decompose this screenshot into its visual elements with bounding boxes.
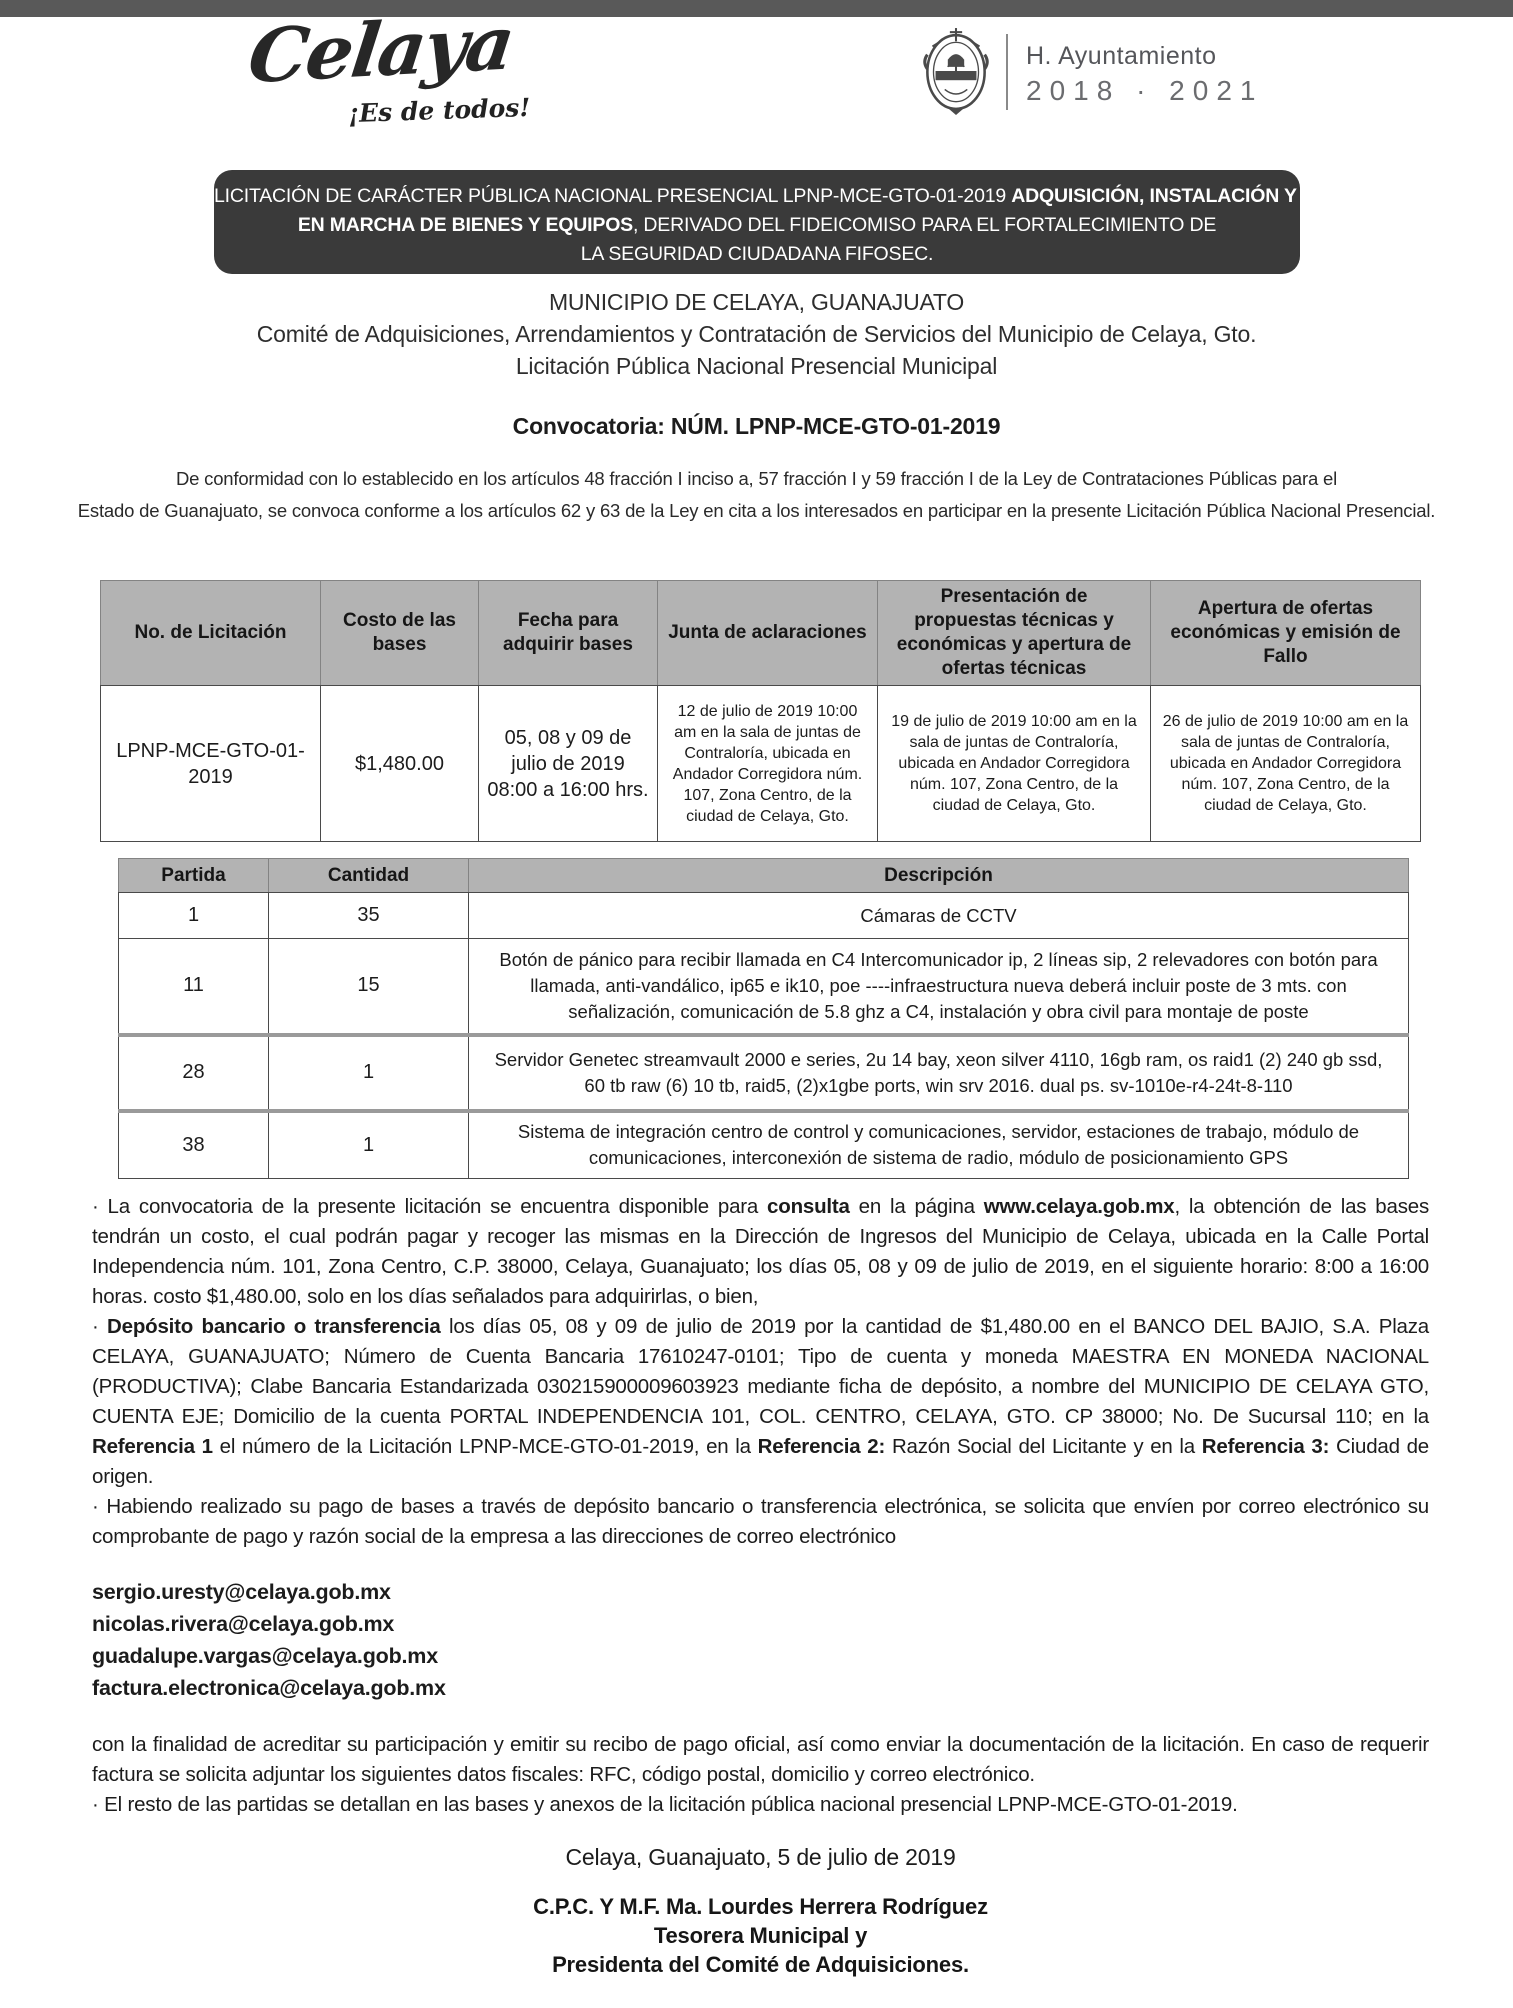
schedule-header-fecha: Fecha para adquirir bases bbox=[479, 581, 658, 686]
schedule-header-costo: Costo de las bases bbox=[321, 581, 479, 686]
paragraph-finalidad: con la finalidad de acreditar su participación y emitir su recibo de pago oficial, así como enviar la documentación de la licitación. En caso de requerir factura se solicita adjuntar los siguientes datos fiscales: RFC, código postal, domicilio y correo electrónico. bbox=[92, 1733, 1429, 1786]
cell-partida: 1 bbox=[119, 893, 269, 939]
ayuntamiento-label: H. Ayuntamiento bbox=[1026, 42, 1217, 70]
cell-no-licitacion: LPNP-MCE-GTO-01-2019 bbox=[101, 686, 321, 842]
convocatoria-heading: Convocatoria: NÚM. LPNP-MCE-GTO-01-2019 bbox=[512, 413, 1001, 439]
email-address-2: nicolas.rivera@celaya.gob.mx bbox=[92, 1612, 395, 1636]
cell-cantidad: 15 bbox=[269, 939, 469, 1035]
top-bar bbox=[0, 0, 1513, 17]
cell-apertura: 26 de julio de 2019 10:00 am en la sala de juntas de Contraloría, ubicada en Andador Corregidora núm. 107, Zona Centro, de la ciudad de Celaya, Gto. bbox=[1151, 686, 1421, 842]
schedule-header-row bbox=[101, 581, 1421, 686]
signature-block bbox=[92, 1892, 1429, 1979]
cell-descripcion: Servidor Genetec streamvault 2000 e series, 2u 14 bay, xeon silver 4110, 16gb ram, os raid1 (2) 240 gb ssd, 60 tb raw (6) 10 tb, raid5, (2)x1gbe ports, win srv 2016. dual ps. sv-1010e-r4-24t-8-110 bbox=[469, 1035, 1409, 1111]
schedule-header-presentacion: Presentación de propuestas técnicas y económicas y apertura de ofertas técnicas bbox=[878, 581, 1151, 686]
ayuntamiento-years: 2018 · 2021 bbox=[1026, 75, 1264, 106]
banner-line-2: EN MARCHA DE BIENES Y EQUIPOS, DERIVADO DEL FIDEICOMISO PARA EL FORTALECIMIENTO DE bbox=[297, 214, 1217, 236]
cell-presentacion: 19 de julio de 2019 10:00 am en la sala de juntas de Contraloría, ubicada en Andador Corregidora núm. 107, Zona Centro, de la ciudad de Celaya, Gto. bbox=[878, 686, 1151, 842]
items-header-cantidad: Cantidad bbox=[269, 859, 469, 893]
schedule-header-no-licitacion: No. de Licitación bbox=[101, 581, 321, 686]
signatory-title-1: Tesorera Municipal y bbox=[653, 1923, 868, 1948]
cell-partida: 11 bbox=[119, 939, 269, 1035]
paragraph-deposito: · Depósito bancario o transferencia los días 05, 08 y 09 de julio de 2019 por la cantidad de $1,480.00 en el BANCO DEL BAJIO, S.A. Plaza CELAYA, GUANAJUATO; Número de Cuenta Bancaria 17610247-0101; Tipo de cuenta y moneda MAESTRA EN MONEDA NACIONAL (PRODUCTIVA); Clabe Bancaria Estandarizada 030215900009603923 mediante ficha de depósito, a nombre del MUNICIPIO DE CELAYA GTO, CUENTA EJE; Domicilio de la cuenta PORTAL INDEPENDENCIA 101, COL. CENTRO, CELAYA, GTO. CP 38000; No. De Sucursal 110; en la Referencia 1 el número de la Licitación LPNP-MCE-GTO-01-2019, en la Referencia 2: Razón Social del Licitante y en la Referencia 3: Ciudad de origen. bbox=[92, 1315, 1430, 1488]
intro-line-2: Estado de Guanajuato, se convoca conforme a los artículos 62 y 63 de la Ley en cita a los interesados en participar en la presente Licitación Pública Nacional Presencial. bbox=[77, 500, 1436, 521]
cell-partida: 38 bbox=[119, 1111, 269, 1179]
cell-junta: 12 de julio de 2019 10:00 am en la sala de juntas de Contraloría, ubicada en Andador Corregidora núm. 107, Zona Centro, de la ciudad de Celaya, Gto. bbox=[658, 686, 878, 842]
email-list bbox=[92, 1576, 1429, 1704]
schedule-header-junta: Junta de aclaraciones bbox=[658, 581, 878, 686]
paragraph-consulta: · La convocatoria de la presente licitación se encuentra disponible para consulta en la página www.celaya.gob.mx, la obtención de las bases tendrán un costo, el cual podrán pagar y recoger las mismas en la Dirección de Ingresos del Municipio de Celaya, ubicada en la Calle Portal Independencia núm. 101, Zona Centro, C.P. 38000, Celaya, Guanajuato; los días 05, 08 y 09 de julio de 2019, en el siguiente horario: 8:00 a 16:00 horas. costo $1,480.00, solo en los días señalados para adquirirlas, o bien, bbox=[92, 1195, 1429, 1308]
paragraph-pago-correo: · Habiendo realizado su pago de bases a través de depósito bancario o transferencia electrónica, se solicita que envíen por correo electrónico su comprobante de pago y razón social de la empresa a las direcciones de correo electrónico bbox=[92, 1495, 1429, 1548]
banner-line-3: LA SEGURIDAD CIUDADANA FIFOSEC. bbox=[580, 243, 934, 265]
schedule-header-apertura: Apertura de ofertas económicas y emisión de Fallo bbox=[1151, 581, 1421, 686]
intro-paragraph bbox=[0, 463, 1513, 527]
schedule-table bbox=[100, 580, 1421, 842]
email-address-1: sergio.uresty@celaya.gob.mx bbox=[92, 1580, 391, 1604]
signatory-title-2: Presidenta del Comité de Adquisiciones. bbox=[552, 1952, 969, 1977]
items-row-4 bbox=[119, 1111, 1409, 1179]
paragraph-resto-partidas: · El resto de las partidas se detallan en las bases y anexos de la licitación pública nacional presencial LPNP-MCE-GTO-01-2019. bbox=[92, 1793, 1238, 1816]
cell-cantidad: 1 bbox=[269, 1035, 469, 1111]
intro-line-1: De conformidad con lo establecido en los artículos 48 fracción I inciso a, 57 fracción I y 59 fracción I de la Ley de Contrataciones Públicas para el bbox=[175, 468, 1338, 489]
cell-fecha: 05, 08 y 09 de julio de 2019 08:00 a 16:00 hrs. bbox=[479, 686, 658, 842]
cell-descripcion: Sistema de integración centro de control y comunicaciones, servidor, estaciones de trabajo, módulo de comunicaciones, interconexión de sistema de radio, módulo de posicionamiento GPS bbox=[469, 1111, 1409, 1179]
licitacion-title-banner bbox=[214, 170, 1379, 274]
items-header-descripcion: Descripción bbox=[469, 859, 1409, 893]
cell-descripcion: Botón de pánico para recibir llamada en C4 Intercomunicador ip, 2 líneas sip, 2 relevadores con botón para llamada, anti-vandálico, ip65 e ik10, poe ----infraestructura nueva deberá incluir poste de 3 mts. con señalización, comunicación de 5.8 ghz a C4, instalación y obra civil para montaje de poste bbox=[469, 939, 1409, 1035]
dateline: Celaya, Guanajuato, 5 de julio de 2019 bbox=[565, 1844, 956, 1870]
celaya-logo-tagline: ¡Es de todos! bbox=[347, 92, 531, 129]
items-header-row bbox=[119, 859, 1409, 893]
banner-line-1: LICITACIÓN DE CARÁCTER PÚBLICA NACIONAL PRESENCIAL LPNP-MCE-GTO-01-2019 ADQUISICIÓN, INSTALACIÓN Y PUESTA bbox=[214, 185, 1379, 207]
items-row-3 bbox=[119, 1035, 1409, 1111]
comite-heading: Comité de Adquisiciones, Arrendamientos y Contratación de Servicios del Municipio de Celaya, Gto. bbox=[256, 321, 1257, 347]
signatory-name: C.P.C. Y M.F. Ma. Lourdes Herrera Rodríguez bbox=[533, 1894, 988, 1919]
cell-cantidad: 1 bbox=[269, 1111, 469, 1179]
municipio-heading: MUNICIPIO DE CELAYA, GUANAJUATO bbox=[548, 289, 965, 315]
ayuntamiento-block bbox=[1026, 42, 1263, 107]
celaya-logo: Celaya bbox=[243, 0, 518, 101]
items-row-2 bbox=[119, 939, 1409, 1035]
items-row-1 bbox=[119, 893, 1409, 939]
schedule-data-row bbox=[101, 686, 1421, 842]
items-header-partida: Partida bbox=[119, 859, 269, 893]
licitacion-heading: Licitación Pública Nacional Presencial Municipal bbox=[515, 353, 998, 379]
celaya-seal-icon bbox=[920, 26, 992, 116]
cell-cantidad: 35 bbox=[269, 893, 469, 939]
email-address-4: factura.electronica@celaya.gob.mx bbox=[92, 1676, 446, 1700]
body-text bbox=[92, 1192, 1429, 1979]
cell-partida: 28 bbox=[119, 1035, 269, 1111]
items-table bbox=[118, 858, 1409, 1179]
header-divider bbox=[1006, 34, 1008, 110]
cell-costo: $1,480.00 bbox=[321, 686, 479, 842]
cell-descripcion: Cámaras de CCTV bbox=[469, 893, 1409, 939]
email-address-3: guadalupe.vargas@celaya.gob.mx bbox=[92, 1644, 438, 1668]
